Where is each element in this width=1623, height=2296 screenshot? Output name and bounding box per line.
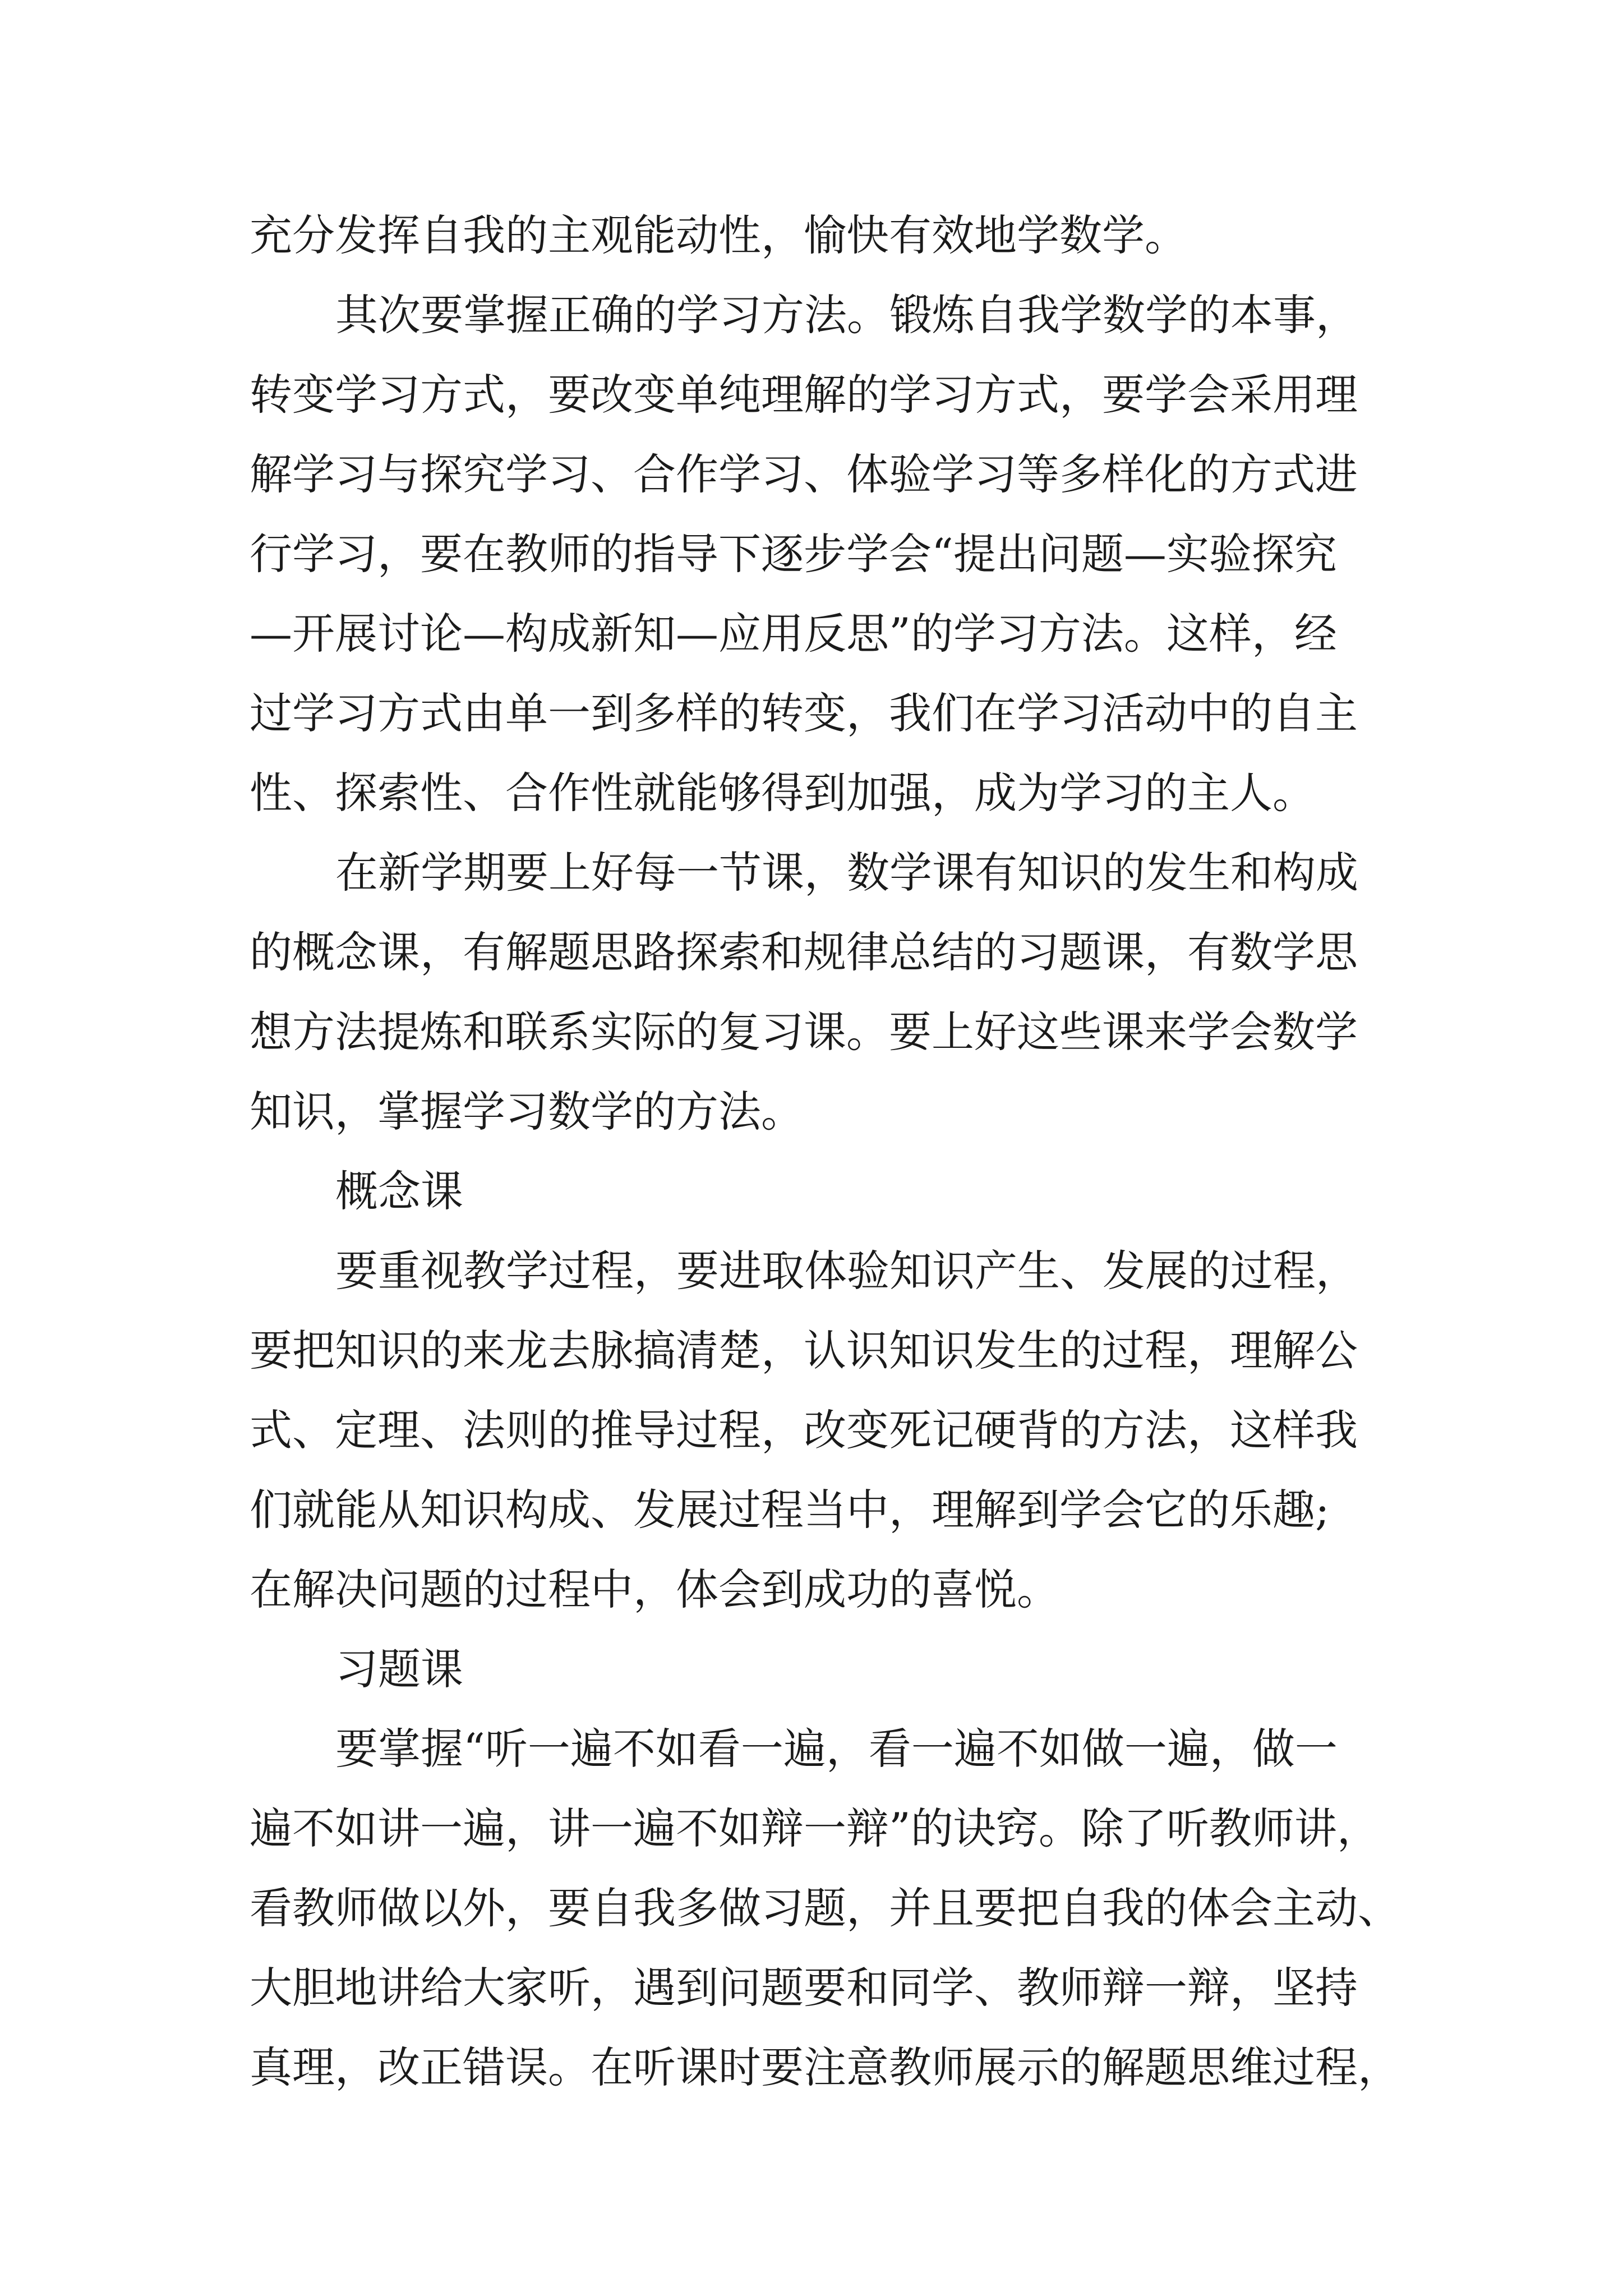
text-line: 转变学习方式，要改变单纯理解的学习方式，要学会采用理 bbox=[250, 370, 1358, 420]
text-line: 在解决问题的过程中，体会到成功的喜悦。 bbox=[250, 1565, 1059, 1614]
text-line: 遍不如讲一遍，讲一遍不如辩一辩”的诀窍。除了听教师讲， bbox=[250, 1803, 1380, 1853]
text-line: 解学习与探究学习、合作学习、体验学习等多样化的方式进 bbox=[250, 449, 1358, 499]
text-line: 大胆地讲给大家听，遇到问题要和同学、教师辩一辩，坚持 bbox=[250, 1963, 1358, 2013]
text-line: 真理，改正错误。在听课时要注意教师展示的解题思维过程， bbox=[250, 2042, 1400, 2092]
paragraph-start: 要掌握“听一遍不如看一遍，看一遍不如做一遍，做一 bbox=[335, 1724, 1338, 1774]
text-line: 们就能从知识构成、发展过程当中，理解到学会它的乐趣; bbox=[250, 1485, 1330, 1535]
section-heading: 习题课 bbox=[335, 1644, 463, 1694]
text-line: 要把知识的来龙去脉搞清楚，认识知识发生的过程，理解公 bbox=[250, 1326, 1358, 1375]
text-line: 看教师做以外，要自我多做习题，并且要把自我的体会主动、 bbox=[250, 1883, 1400, 1933]
section-heading: 概念课 bbox=[335, 1166, 463, 1216]
text-line: 性、探索性、合作性就能够得到加强，成为学习的主人。 bbox=[250, 768, 1315, 818]
paragraph-start: 其次要掌握正确的学习方法。锻炼自我学数学的本事， bbox=[335, 290, 1358, 340]
text-line: 充分发挥自我的主观能动性，愉快有效地学数学。 bbox=[250, 210, 1187, 260]
text-line: —开展讨论—构成新知—应用反思”的学习方法。这样，经 bbox=[250, 609, 1337, 659]
text-line: 过学习方式由单一到多样的转变，我们在学习活动中的自主 bbox=[250, 688, 1358, 738]
text-line: 想方法提炼和联系实际的复习课。要上好这些课来学会数学 bbox=[250, 1007, 1358, 1057]
text-line: 行学习，要在教师的指导下逐步学会“提出问题—实验探究 bbox=[250, 529, 1337, 579]
paragraph-start: 在新学期要上好每一节课，数学课有知识的发生和构成 bbox=[335, 848, 1358, 898]
text-line: 知识，掌握学习数学的方法。 bbox=[250, 1087, 804, 1137]
paragraph-start: 要重视教学过程，要进取体验知识产生、发展的过程， bbox=[335, 1246, 1358, 1296]
text-line: 式、定理、法则的推导过程，改变死记硬背的方法，这样我 bbox=[250, 1405, 1358, 1455]
text-line: 的概念课，有解题思路探索和规律总结的习题课，有数学思 bbox=[250, 927, 1358, 977]
